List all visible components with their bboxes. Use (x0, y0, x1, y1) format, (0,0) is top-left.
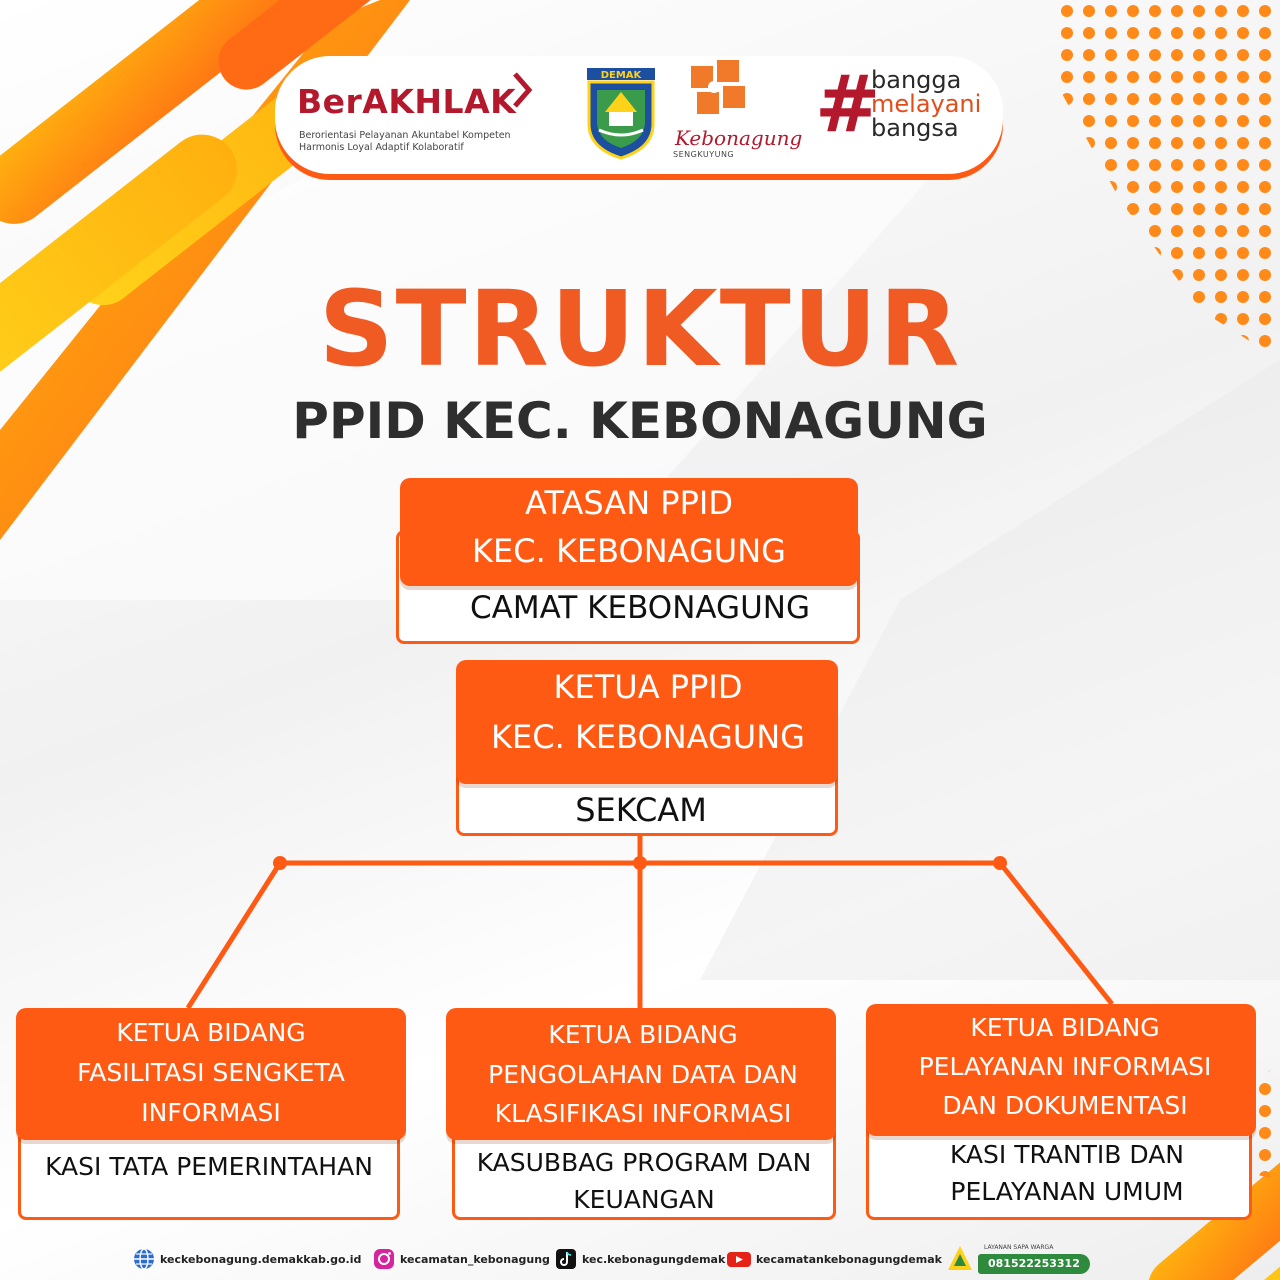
atasan-title-line-1: ATASAN PPID (525, 484, 733, 522)
kebonagung-logo-text: Kebonagung (675, 126, 803, 150)
globe-icon (132, 1247, 156, 1271)
youtube-icon (726, 1247, 752, 1271)
bidang-3-name-line-2: PELAYANAN UMUM (950, 1177, 1184, 1206)
footer-website[interactable] (132, 1246, 361, 1272)
footer-youtube[interactable] (726, 1246, 942, 1272)
phone-badge-icon (944, 1242, 976, 1276)
berakhlak-logo-title: BerAKHLAK (297, 82, 517, 121)
connector-left (188, 863, 280, 1008)
hashtag-line-bangsa: bangsa (871, 114, 959, 142)
hashtag-line-bangga: bangga (871, 66, 962, 94)
tiktok-icon (554, 1247, 578, 1271)
bidang-2-title-line-2: PENGOLAHAN DATA DAN (488, 1060, 798, 1089)
connector-node-right (993, 856, 1007, 870)
connector-node-left (273, 856, 287, 870)
youtube-text: kecamatankebonagungdemak (756, 1252, 942, 1266)
ketua-title-line-1: KETUA PPID (553, 668, 743, 706)
page-title: STRUKTUR (318, 268, 962, 390)
connector-right (1000, 863, 1112, 1004)
hashtag-symbol: # (815, 60, 881, 150)
bidang-1-name-line-1: KASI TATA PEMERINTAHAN (45, 1152, 373, 1181)
connector-node-middle (633, 856, 647, 870)
footer-tiktok[interactable] (554, 1246, 725, 1272)
page-subtitle: PPID KEC. KEBONAGUNG (292, 392, 988, 450)
footer-phone[interactable] (944, 1242, 1092, 1276)
hashtag-line-melayani: melayani (871, 90, 982, 118)
bidang-3-name-line-1: KASI TRANTIB DAN (949, 1140, 1185, 1169)
bidang-2-title-line-1: KETUA BIDANG (548, 1020, 738, 1049)
kebonagung-logo-tagline: SENGKUYUNG (673, 150, 735, 159)
bidang-1-title-line-3: INFORMASI (141, 1098, 281, 1127)
tiktok-text: kec.kebonagungdemak (582, 1252, 726, 1266)
atasan-title-line-2: KEC. KEBONAGUNG (472, 532, 786, 570)
instagram-icon (372, 1247, 396, 1271)
phone-number: 081522253312 (978, 1254, 1090, 1274)
phone-label: LAYANAN SAPA WARGA (984, 1244, 1054, 1251)
bidang-2-name-line-1: KASUBBAG PROGRAM DAN (476, 1148, 812, 1177)
demak-label: DEMAK (600, 70, 642, 81)
bidang-1-title-line-2: FASILITASI SENGKETA (77, 1058, 345, 1087)
bidang-2-title-line-3: KLASIFIKASI INFORMASI (494, 1099, 792, 1128)
atasan-name: CAMAT KEBONAGUNG (469, 590, 810, 626)
berakhlak-tagline-1: Berorientasi Pelayanan Akuntabel Kompeten (299, 130, 511, 141)
bidang-3-title-line-3: DAN DOKUMENTASI (942, 1091, 1188, 1120)
footer-instagram[interactable] (372, 1246, 550, 1272)
bidang-2-name-line-2: KEUANGAN (573, 1185, 715, 1214)
berakhlak-tagline-2: Harmonis Loyal Adaptif Kolaboratif (299, 142, 464, 153)
footer-contacts (132, 1240, 1092, 1280)
instagram-text: kecamatan_kebonagung (400, 1252, 550, 1266)
bidang-3-title-line-2: PELAYANAN INFORMASI (918, 1052, 1212, 1081)
website-text: keckebonagung.demakkab.go.id (160, 1252, 362, 1266)
bidang-3-title-line-1: KETUA BIDANG (970, 1013, 1160, 1042)
ketua-name: SEKCAM (575, 791, 707, 829)
ketua-title-line-2: KEC. KEBONAGUNG (491, 718, 805, 756)
bidang-1-title-line-1: KETUA BIDANG (116, 1018, 306, 1047)
